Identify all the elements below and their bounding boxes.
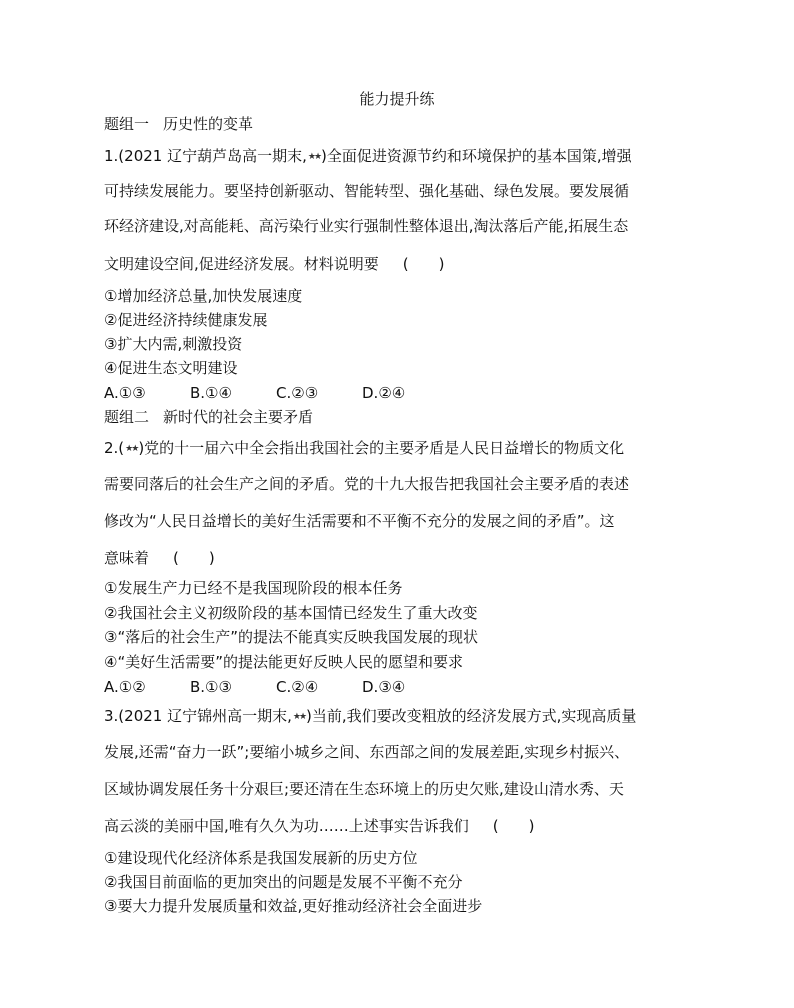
answer-blank[interactable]: ( ) [173, 549, 215, 567]
question-number: 2.( [104, 439, 125, 457]
answer-blank[interactable]: ( ) [402, 255, 445, 273]
question-1-stem-line [104, 254, 704, 274]
group-topic: 新时代的社会主要矛盾 [163, 408, 314, 426]
option-c[interactable]: C.②④ [276, 678, 319, 696]
statement-item: ①发展生产力已经不是我国现阶段的根本任务 [104, 579, 403, 597]
group-heading-2 [104, 407, 704, 427]
question-text: )当前,我们要改变粗放的经济发展方式,实现高质量 [306, 707, 637, 725]
question-3-stem-line: 区域协调发展任务十分艰巨;要还清在生态环境上的历史欠账,建设山清水秀、天 [104, 780, 624, 798]
question-3-stem-line [104, 816, 704, 836]
question-text: 意味着 [104, 549, 150, 567]
question-2-stem-line: 需要同落后的社会生产之间的矛盾。党的十九大报告把我国社会主要矛盾的表述 [104, 475, 630, 493]
question-text: )全面促进资源节约和环境保护的基本国策,增强 [321, 147, 632, 165]
question-3-stem-line: 发展,还需“奋力一跃”;要缩小城乡之间、东西部之间的发展差距,实现乡村振兴、 [104, 743, 630, 761]
statement-item: ③“落后的社会生产”的提法不能真实反映我国发展的现状 [104, 628, 478, 646]
statement-item: ①建设现代化经济体系是我国发展新的历史方位 [104, 849, 418, 867]
answer-options [104, 383, 704, 403]
question-text: 文明建设空间,促进经济发展。材料说明要 [104, 255, 379, 273]
statement-item: ④促进生态文明建设 [104, 359, 238, 377]
statement-item: ③要大力提升发展质量和效益,更好推动经济社会全面进步 [104, 897, 483, 915]
option-b[interactable]: B.①④ [190, 384, 232, 402]
option-d[interactable]: D.②④ [362, 384, 406, 402]
option-b[interactable]: B.①③ [190, 678, 232, 696]
question-2-stem-line [104, 438, 704, 459]
option-c[interactable]: C.②③ [276, 384, 319, 402]
difficulty-stars-icon: ★★ [292, 712, 306, 722]
option-a[interactable]: A.①② [104, 678, 146, 696]
question-number: 1.(2021 辽宁葫芦岛高一期末, [104, 147, 307, 165]
question-number: 3.(2021 辽宁锦州高一期末, [104, 707, 292, 725]
question-1-stem-line [104, 146, 704, 167]
question-text: 高云淡的美丽中国,唯有久久为功……上述事实告诉我们 [104, 817, 469, 835]
question-3-stem-line [104, 706, 704, 727]
group-heading-1 [104, 114, 704, 134]
statement-item: ②促进经济持续健康发展 [104, 311, 268, 329]
answer-blank[interactable]: ( ) [492, 817, 535, 835]
question-text: )党的十一届六中全会指出我国社会的主要矛盾是人民日益增长的物质文化 [138, 439, 625, 457]
option-a[interactable]: A.①③ [104, 384, 146, 402]
statement-item: ①增加经济总量,加快发展速度 [104, 287, 303, 305]
question-2-stem-line: 修改为“人民日益增长的美好生活需要和不平衡不充分的发展之间的矛盾”。这 [104, 512, 615, 530]
statement-item: ②我国目前面临的更加突出的问题是发展不平衡不充分 [104, 873, 463, 891]
option-d[interactable]: D.③④ [362, 678, 406, 696]
question-1-stem-line: 可持续发展能力。要坚持创新驱动、智能转型、强化基础、绿色发展。要发展循 [104, 182, 630, 200]
difficulty-stars-icon: ★★ [125, 444, 138, 454]
difficulty-stars-icon: ★★ [307, 152, 321, 162]
group-label: 题组二 [104, 408, 150, 426]
page-title: 能力提升练 [359, 90, 435, 108]
question-2-stem-line [104, 548, 704, 568]
statement-item: ②我国社会主义初级阶段的基本国情已经发生了重大改变 [104, 604, 478, 622]
group-label: 题组一 [104, 115, 150, 133]
statement-item: ③扩大内需,刺激投资 [104, 335, 243, 353]
question-1-stem-line: 环经济建设,对高能耗、高污染行业实行强制性整体退出,淘汰落后产能,拓展生态 [104, 217, 629, 235]
statement-item: ④“美好生活需要”的提法能更好反映人民的愿望和要求 [104, 653, 463, 671]
answer-options [104, 677, 704, 697]
group-topic: 历史性的变革 [163, 115, 254, 133]
